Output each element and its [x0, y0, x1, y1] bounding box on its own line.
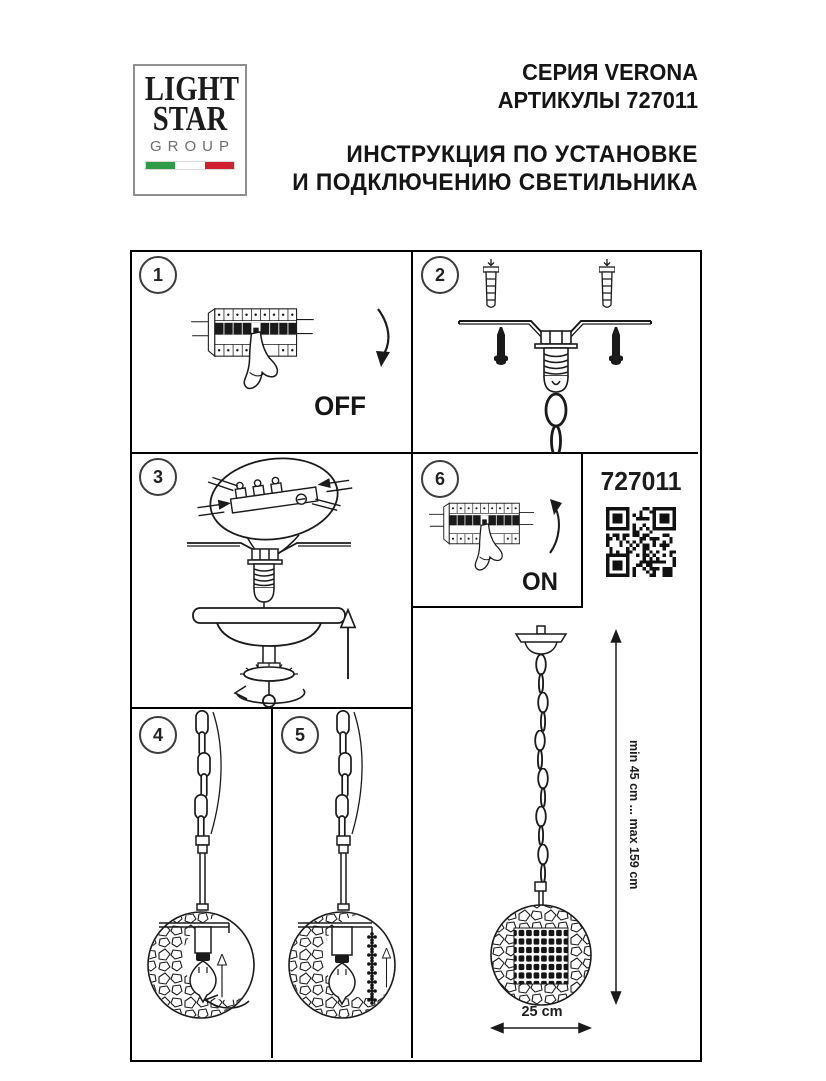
step-4-badge	[139, 716, 177, 754]
diameter-dimension-arrow	[492, 1024, 590, 1033]
cord-line	[352, 712, 362, 834]
instruction-title-line2: И ПОДКЛЮЧЕНИЮ СВЕТИЛЬНИКА	[292, 169, 698, 196]
logo-group-text: GROUP	[149, 138, 235, 156]
step-2-badge	[421, 256, 459, 294]
cord-line	[211, 712, 221, 834]
instruction-title-line1: ИНСТРУКЦИЯ ПО УСТАНОВКЕ	[346, 141, 698, 168]
step-2-number: 2	[434, 264, 445, 285]
height-dimension-arrow	[612, 631, 621, 1003]
wall-plug-icon	[483, 259, 499, 307]
step-5-illustration-beads	[272, 708, 412, 1058]
suspension-height-label: min 45 cm ... max 159 cm	[627, 740, 641, 890]
italian-flag-bar	[146, 162, 234, 169]
state-off-label: OFF	[314, 391, 366, 421]
state-on-label: ON	[522, 568, 558, 596]
qr-code	[606, 507, 676, 577]
step-3-badge	[139, 458, 177, 496]
arrow-up-icon	[341, 610, 355, 679]
logo-light-text: LIGHT	[144, 69, 240, 108]
step-4-number: 4	[152, 724, 163, 745]
screw-icon	[495, 327, 508, 364]
wall-plug-icon	[599, 259, 615, 307]
diameter-label: 25 cm	[521, 1004, 563, 1020]
step-5-number: 5	[294, 724, 305, 745]
arrow-up-icon	[550, 499, 562, 515]
step-3-number: 3	[152, 466, 163, 487]
flag-white	[175, 162, 204, 169]
step-5-badge	[281, 716, 319, 754]
article-number-label: 727011	[600, 466, 682, 496]
step-1-number: 1	[152, 264, 163, 285]
flag-green	[146, 162, 175, 169]
arrow-down-icon	[376, 351, 390, 367]
step-3-illustration-canopy	[131, 453, 412, 708]
step-6-number: 6	[434, 468, 445, 489]
step-4-illustration-bulb-install	[131, 708, 272, 1058]
step-6-badge	[421, 460, 459, 498]
logo-star-text: STAR	[152, 99, 228, 139]
step-1-badge	[139, 256, 177, 294]
screw-icon	[610, 327, 623, 364]
series-title: СЕРИЯ VERONA	[522, 59, 698, 85]
article-title: АРТИКУЛЫ 727011	[497, 87, 698, 113]
